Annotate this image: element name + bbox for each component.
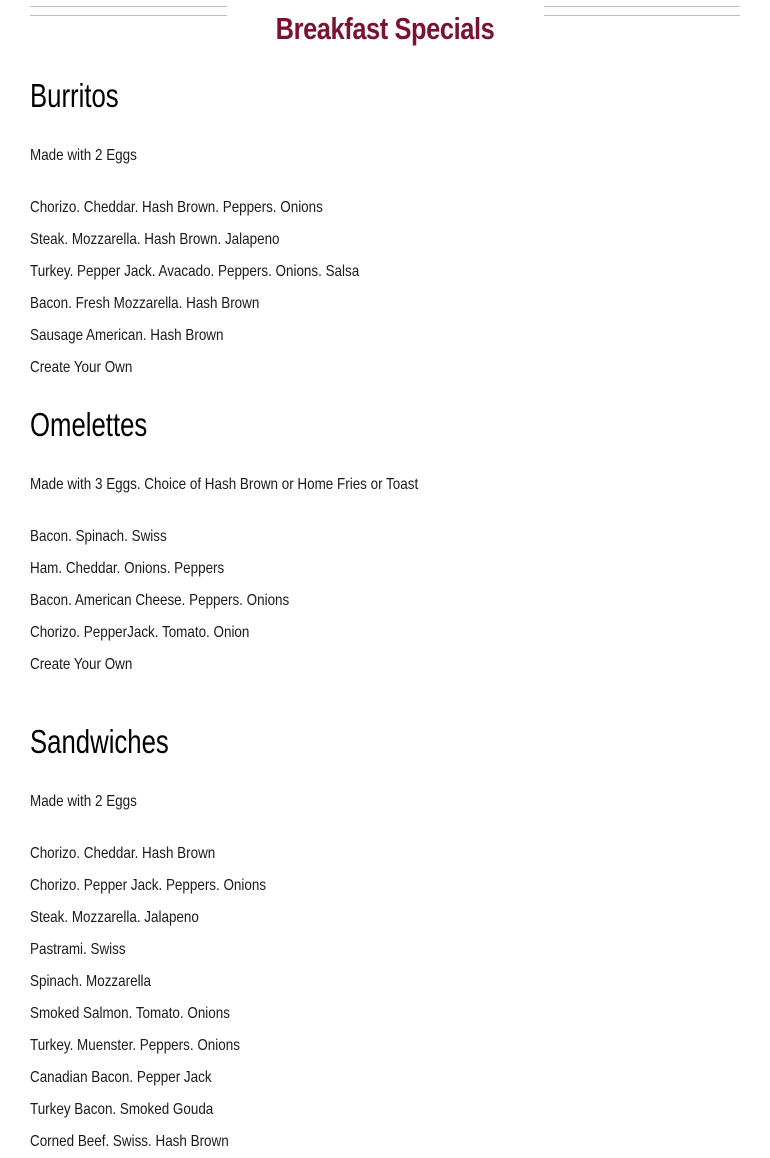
section-sandwiches <box>30 722 740 1158</box>
menu-item: Turkey Bacon. Smoked Gouda <box>30 1101 214 1118</box>
menu-item: Pastrami. Swiss <box>30 941 126 958</box>
menu-item: Sausage American. Hash Brown <box>30 327 224 344</box>
item-list <box>30 521 740 681</box>
menu-item: Create Your Own <box>30 359 133 376</box>
menu-item: Canadian Bacon. Pepper Jack <box>30 1069 212 1086</box>
section-title: Burritos <box>30 77 119 114</box>
menu-item: Corned Beef. Swiss. Hash Brown <box>30 1133 229 1150</box>
menu-item: Spinach. Mozzarella <box>30 973 152 990</box>
item-list <box>30 192 740 384</box>
section-title: Sandwiches <box>30 723 169 760</box>
item-list <box>30 838 740 1158</box>
section-note: Made with 2 Eggs <box>30 147 137 164</box>
menu-item: Steak. Mozzarella. Hash Brown. Jalapeno <box>30 231 280 248</box>
page-title: Breakfast Specials <box>275 10 495 46</box>
menu-item: Turkey. Muenster. Peppers. Onions <box>30 1037 240 1054</box>
title-rule-right <box>544 6 740 16</box>
menu-item: Chorizo. Cheddar. Hash Brown. Peppers. Onions <box>30 199 323 216</box>
section-omelettes <box>30 405 740 681</box>
menu-item: Chorizo. Pepper Jack. Peppers. Onions <box>30 877 267 894</box>
section-title: Omelettes <box>30 406 148 443</box>
menu-item: Chorizo. Cheddar. Hash Brown <box>30 845 216 862</box>
menu-item: Smoked Salmon. Tomato. Onions <box>30 1005 230 1022</box>
menu-item: Chorizo. PepperJack. Tomato. Onion <box>30 624 250 641</box>
section-note: Made with 3 Eggs. Choice of Hash Brown or Home Fries or Toast <box>30 476 419 493</box>
section-note: Made with 2 Eggs <box>30 793 137 810</box>
menu-item: Turkey. Pepper Jack. Avacado. Peppers. Onions. Salsa <box>30 263 360 280</box>
menu-item: Ham. Cheddar. Onions. Peppers <box>30 560 225 577</box>
menu-item: Bacon. American Cheese. Peppers. Onions <box>30 592 290 609</box>
menu-item: Create Your Own <box>30 656 133 673</box>
section-burritos <box>30 76 740 384</box>
menu-item: Bacon. Spinach. Swiss <box>30 528 167 545</box>
menu-item: Bacon. Fresh Mozzarella. Hash Brown <box>30 295 260 312</box>
menu-item: Steak. Mozzarella. Jalapeno <box>30 909 199 926</box>
page-header <box>30 0 740 46</box>
